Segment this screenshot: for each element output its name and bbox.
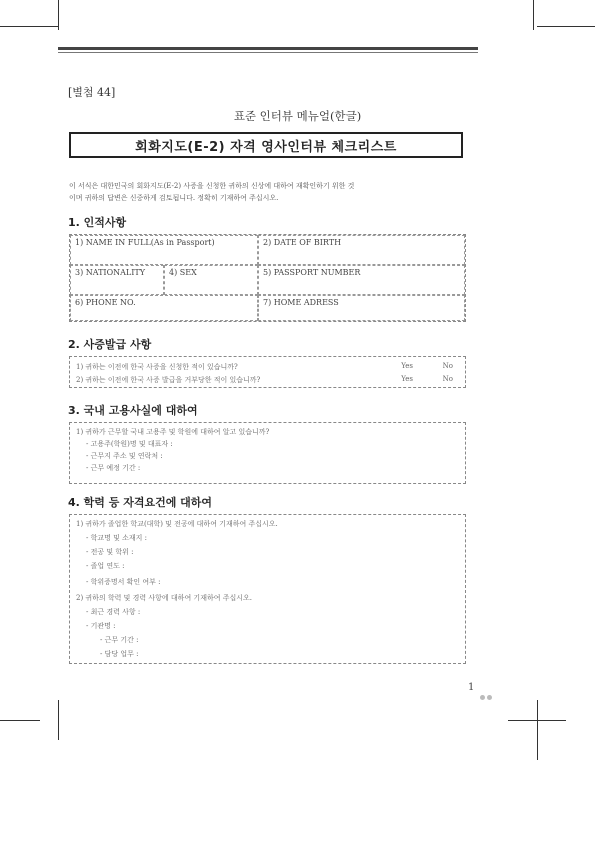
qualification-line: - 학교명 및 소재지 : [86, 534, 147, 542]
no-option[interactable]: No [442, 362, 453, 370]
address-field[interactable]: 7) HOME ADRESS [258, 295, 465, 321]
crop-mark [533, 0, 534, 30]
qualification-line: - 학위증명서 확인 여부 : [86, 578, 161, 586]
crop-mark [58, 700, 59, 740]
personal-info-table [69, 234, 466, 322]
page-dots [480, 685, 494, 691]
header-rule [58, 47, 478, 50]
passport-field[interactable]: 5) PASSPORT NUMBER [258, 265, 465, 295]
intro-text [69, 180, 465, 204]
no-option[interactable]: No [442, 375, 453, 383]
section-title-qualification: 4. 학력 등 자격요건에 대하여 [68, 496, 213, 509]
qualification-line: - 전공 및 학위 : [86, 548, 134, 556]
crop-mark [58, 0, 59, 30]
visa-question-2: 2) 귀하는 이전에 한국 사증 발급을 거부당한 적이 있습니까? [76, 376, 261, 384]
qualification-box [69, 514, 466, 664]
yes-option[interactable]: Yes [401, 362, 413, 370]
intro-line: 이며 귀하의 답변은 신중하게 검토됩니다. 정확히 기재하여 주십시오. [69, 194, 279, 202]
appendix-label: [별첨 44] [68, 86, 116, 99]
name-field[interactable]: 1) NAME IN FULL(As in Passport) [70, 235, 258, 265]
dob-field[interactable]: 2) DATE OF BIRTH [258, 235, 465, 265]
header-rule [58, 52, 478, 53]
section-title-personal: 1. 인적사항 [68, 216, 127, 229]
employment-line: - 근무지 주소 및 연락처 : [86, 452, 163, 460]
qualification-line: - 최근 경력 사항 : [86, 608, 141, 616]
employment-line: - 고용주(학원)명 및 대표자 : [86, 440, 173, 448]
sex-field[interactable]: 4) SEX [164, 265, 258, 295]
crop-mark [537, 700, 538, 760]
yes-option[interactable]: Yes [401, 375, 413, 383]
visa-question-1: 1) 귀하는 이전에 한국 사증을 신청한 적이 있습니까? [76, 363, 238, 371]
page-number: 1 [468, 682, 475, 693]
employment-line: - 근무 예정 기간 : [86, 464, 141, 472]
crop-mark [537, 26, 595, 27]
page-title: 회화지도(E-2) 자격 영사인터뷰 체크리스트 [69, 132, 463, 158]
qualification-line: - 근무 기간 : [100, 636, 139, 644]
employment-box [69, 422, 466, 484]
visa-history-box [69, 356, 466, 388]
section-title-visa: 2. 사증발급 사항 [68, 338, 152, 351]
page-subtitle: 표준 인터뷰 메뉴얼(한글) [233, 109, 362, 123]
crop-mark [0, 720, 40, 721]
crop-mark [0, 26, 58, 27]
qualification-line: 1) 귀하가 졸업한 학교(대학) 및 전공에 대하여 기재하여 주십시오. [76, 520, 278, 528]
qualification-line: - 졸업 연도 : [86, 562, 125, 570]
qualification-line: - 담당 업무 : [100, 650, 139, 658]
phone-field[interactable]: 6) PHONE NO. [70, 295, 258, 321]
section-title-employment: 3. 국내 고용사실에 대하여 [68, 404, 198, 417]
qualification-line: 2) 귀하의 학력 및 경력 사항에 대하여 기재하여 주십시오. [76, 594, 252, 602]
nationality-field[interactable]: 3) NATIONALITY [70, 265, 164, 295]
qualification-line: - 기관명 : [86, 622, 116, 630]
intro-line: 이 서식은 대한민국의 회화지도(E-2) 사증을 신청한 귀하의 신상에 대하여 재확인하기 위한 것 [69, 182, 355, 190]
employment-line: 1) 귀하가 근무할 국내 고용주 및 학원에 대하여 알고 있습니까? [76, 428, 270, 436]
